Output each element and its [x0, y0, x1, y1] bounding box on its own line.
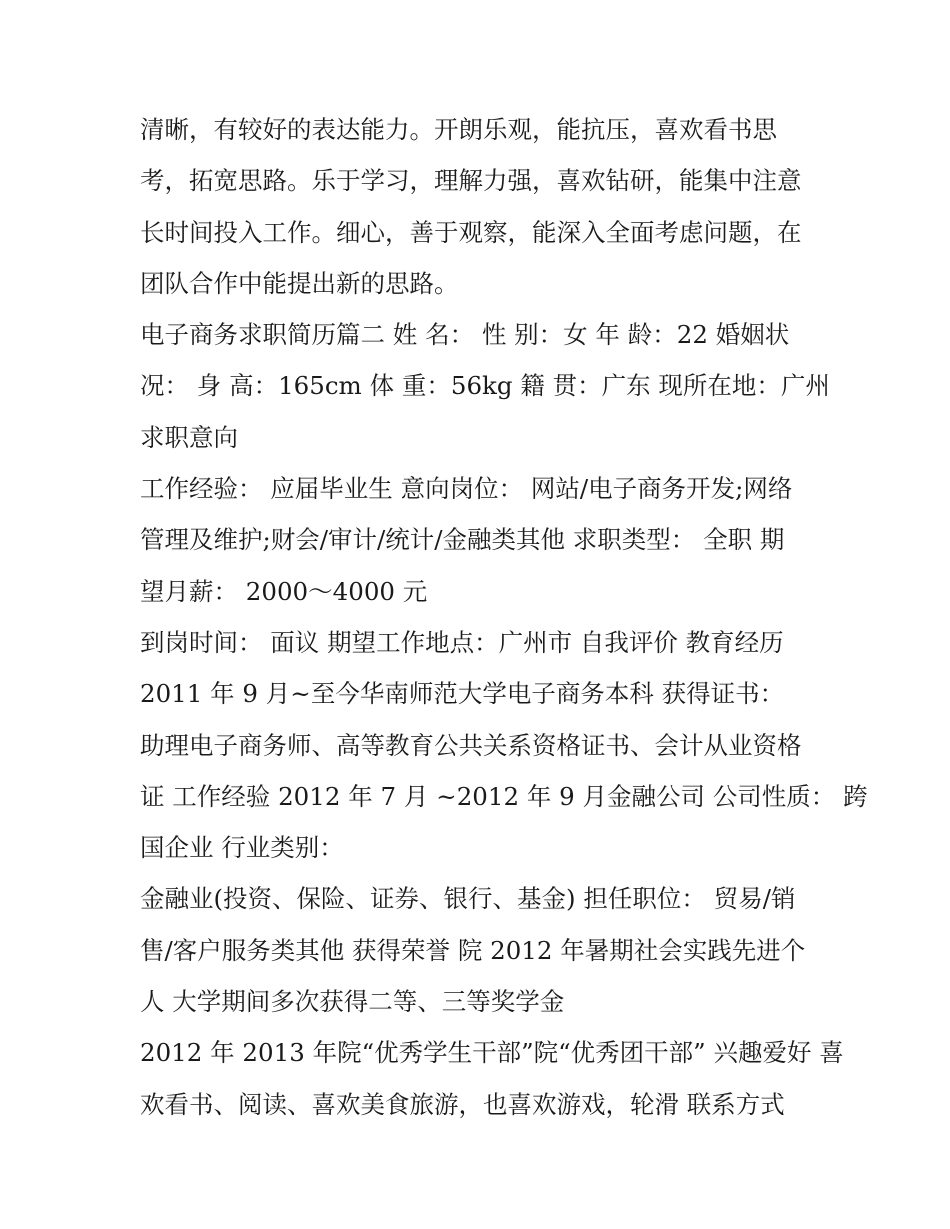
text-line-7: 求职意向 [140, 422, 238, 452]
text-line-20: 欢看书、阅读、喜欢美食旅游，也喜欢游戏，轮滑 联系方式 [140, 1089, 785, 1119]
text-line-12: 2011 年 9 月~至今华南师范大学电子商务本科 获得证书： [140, 679, 785, 709]
text-line-18: 人 大学期间多次获得二等、三等奖学金 [140, 987, 565, 1017]
text-line-14: 证 工作经验 2012 年 7 月 ~2012 年 9 月金融公司 公司性质： 跨 [140, 781, 868, 811]
document-body [140, 104, 868, 1130]
text-line-1: 清晰，有较好的表达能力。开朗乐观，能抗压，喜欢看书思 [140, 115, 777, 144]
text-line-2: 考，拓宽思路。乐于学习，理解力强，喜欢钻研，能集中注意 [140, 166, 802, 196]
text-line-5: 电子商务求职简历篇二 姓 名： 性 别：女 年 龄：22 婚姻状 [140, 320, 790, 350]
text-line-13: 助理电子商务师、高等教育公共关系资格证书、会计从业资格 [140, 730, 802, 760]
text-line-17: 售/客户服务类其他 获得荣誉 院 2012 年暑期社会实践先进个 [140, 935, 806, 965]
text-line-15: 国企业 行业类别： [140, 833, 344, 863]
text-line-16: 金融业(投资、保险、证券、银行、基金) 担任职位： 贸易/销 [140, 884, 796, 914]
text-line-9: 管理及维护;财会/审计/统计/金融类其他 求职类型： 全职 期 [140, 525, 785, 555]
text-line-4: 团队合作中能提出新的思路。 [140, 268, 459, 298]
text-line-19: 2012 年 2013 年院“优秀学生干部”院“优秀团干部” 兴趣爱好 喜 [140, 1038, 844, 1068]
text-line-11: 到岗时间： 面议 期望工作地点：广州市 自我评价 教育经历 [140, 627, 784, 657]
text-line-6: 况： 身 高：165cm 体 重：56kg 籍 贯：广东 现所在地：广州 [140, 371, 830, 401]
text-line-10: 望月薪： 2000～4000 元 [140, 576, 428, 606]
text-line-3: 长时间投入工作。细心，善于观察，能深入全面考虑问题，在 [140, 217, 802, 247]
text-line-8: 工作经验： 应届毕业生 意向岗位： 网站/电子商务开发;网络 [140, 474, 793, 504]
